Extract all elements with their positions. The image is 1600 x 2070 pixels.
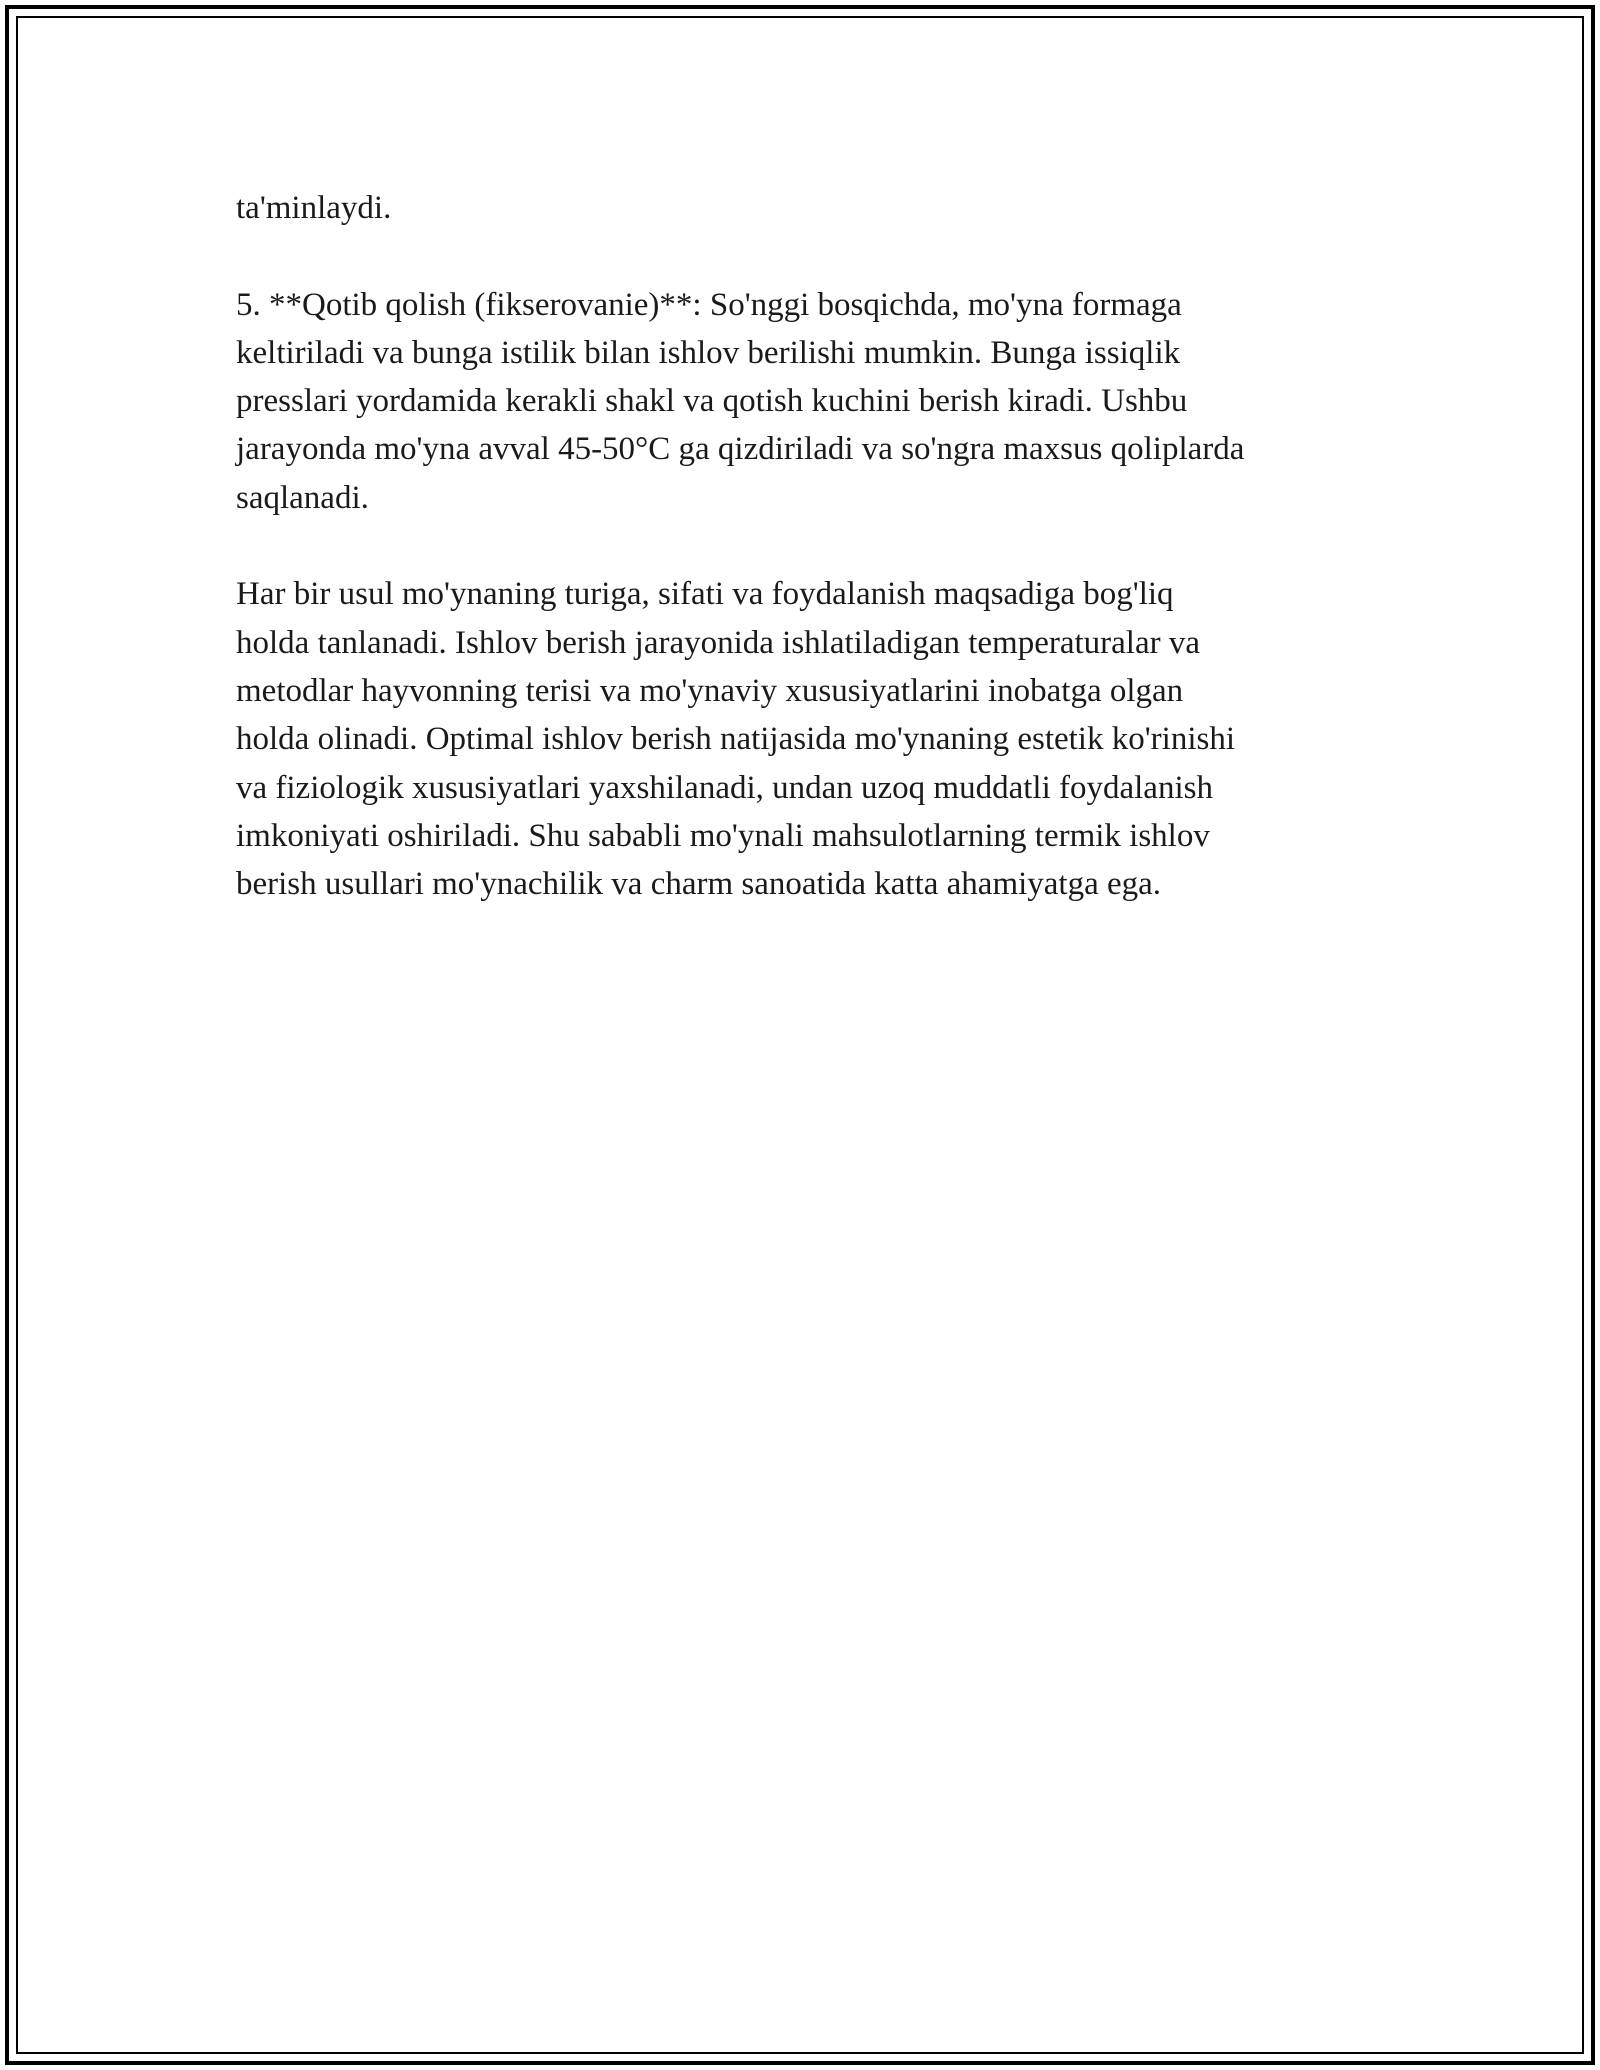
paragraph-conclusion: Har bir usul mo'ynaning turiga, sifati va foydalanish maqsadiga bog'liq holda tanlanadi. Ishlov berish jarayonida ishlatiladigan temperaturalar va metodlar hayvonning terisi va mo'ynaviy xususiyatlarini inobatga olgan holda olinadi. Optimal ishlov berish natijasida mo'ynaning estetik ko'rinishi va fiziologik xususiyatlari yaxshilanadi, undan uzoq muddatli foydalanish imkoniyati oshiriladi. Shu sababli mo'ynali mahsulotlarning termik ishlov berish usullari mo'ynachilik va charm sanoatida katta ahamiyatga ega.	[236, 576, 1236, 903]
paragraph-step-5: 5. **Qotib qolish (fikserovanie)**: So'nggi bosqichda, mo'yna formaga keltiriladi va bunga istilik bilan ishlov berilishi mumkin. Bunga issiqlik presslari yordamida kerakli shakl va qotish kuchini berish kiradi. Ushbu jarayonda mo'yna avval 45-50°C ga qizdiriladi va so'ngra maxsus qoliplarda saqlanadi.	[236, 286, 1245, 516]
paragraph-continuation: ta'minlaydi.	[236, 190, 392, 226]
document-body	[236, 184, 1376, 957]
